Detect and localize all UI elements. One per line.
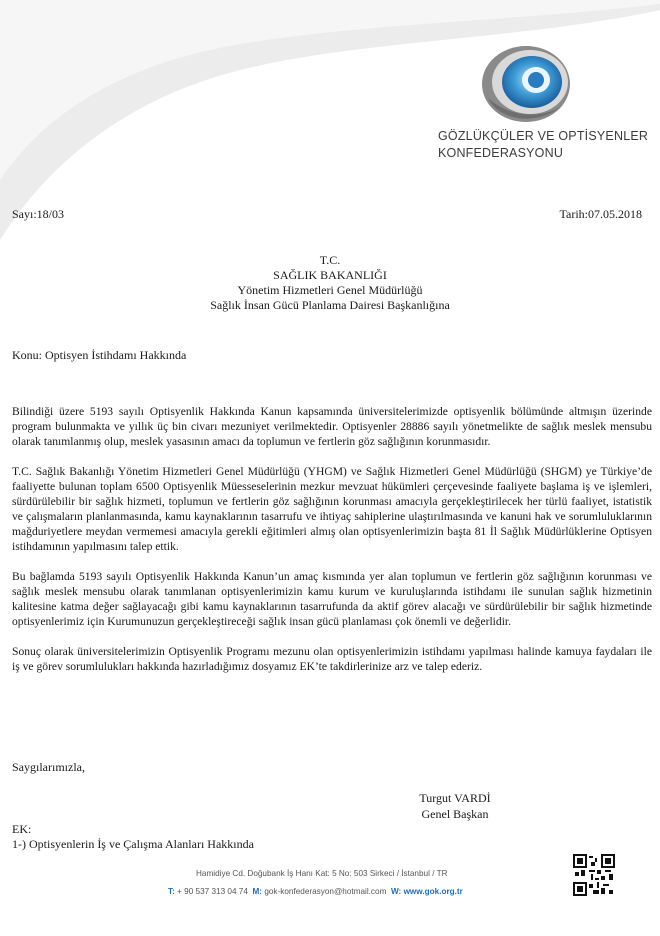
addressee-line2: SAĞLIK BAKANLIĞI — [273, 268, 387, 282]
qr-code-icon — [573, 854, 615, 896]
signatory-title: Genel Başkan — [421, 807, 489, 821]
org-name-line1: GÖZLÜKÇÜLER VE OPTİSYENLER — [438, 129, 649, 143]
email-address: gok-konfederasyon@hotmail.com — [264, 887, 387, 896]
addressee-line3: Yönetim Hizmetleri Genel Müdürlüğü — [237, 283, 423, 297]
footer-contact — [168, 887, 498, 896]
org-name-line2: KONFEDERASYONU — [438, 146, 564, 160]
mail-label: M: — [252, 887, 263, 896]
body-paragraph: Sonuç olarak üniversitelerimizin Optisyenlik Programı mezunu olan optisyenlerimizin istihdamı yapılması halinde kamuya faydaları ile iş ve görev sorumlulukları hakkında hazırladığımız dosyamız EK’te takdirlerinize arz ve talep ederiz. — [12, 645, 652, 673]
addressee-line4: Sağlık İnsan Gücü Planlama Dairesi Başkanlığına — [210, 298, 450, 312]
phone-number: + 90 537 313 04 74 — [177, 887, 248, 896]
website-link: www.gok.org.tr — [403, 887, 463, 896]
document-date: Tarih:07.05.2018 — [559, 207, 642, 221]
closing-salutation: Saygılarımızla, — [12, 760, 85, 774]
body-paragraph: Bilindiği üzere 5193 sayılı Optisyenlik Hakkında Kanun kapsamında üniversitelerimizde optisyenlik bölümünde altmışın üzerinde program bulunmakta ve yıllık üç bin civarı mezuniyet verilmektedir. Optisyenler 28886 sayılı yönetmelikte de sağlık meslek mensubu olarak tanımlanmış olup, meslek yasasının amacı da toplumun ve fertlerin göz sağlığının korunmasıdır. — [12, 405, 652, 448]
body-paragraph: Bu bağlamda 5193 sayılı Optisyenlik Hakkında Kanun’un amaç kısmında yer alan toplumun ve fertlerin göz sağlığının korunması ve sağlık meslek mensubu olarak tanımlanan optisyenlerimizin kamu kurum ve kuruluşlarında istihdamı ile sunulan sağlık hizmetinin kalitesine katma değer sağlayacağı gibi kamu kaynaklarının tasarrufunda da aktif görev alacağı ve sürdürülebilir bir sağlık hizmetinde optisyenlerimiz için Kurumunuzun gerçekleştireceği sağlık insan gücü planlaması çok önemli ve değerlidir. — [12, 570, 652, 628]
organization-name — [438, 128, 649, 162]
body-paragraph: T.C. Sağlık Bakanlığı Yönetim Hizmetleri Genel Müdürlüğü (YHGM) ve Sağlık Hizmetleri Genel Müdürlüğü (SHGM) ye Türkiye’de faaliyette bulunan toplam 6500 Optisyenlik Müesseselerinin mezkur mevzuat hükümleri çerçevesinde faaliyete başlama iş ve işlemleri, sürdürülebilir bir sağlık hizmeti, toplumun ve fertlerin göz sağlığının korunması amacıyla gerçekleştirilecek her türlü faaliyet, istatistik ve çalışmaların planlanmasında, kamu kaynaklarının tasarrufu ve ihtiyaç sahiplerine ulaştırılmasında ve kanuni hak ve sorumluluklarının mağduriyetlere meydan vermemesi amacıyla gerekli eğitimleri almış olan optisyenlerimizin başta 81 İl Sağlık Müdürlüklerine Optisyen istihdamının yapılmasını talep ettik. — [12, 465, 652, 553]
web-label: W: — [390, 887, 402, 896]
document-number: Sayı:18/03 — [12, 207, 65, 221]
addressee-line1: T.C. — [319, 253, 341, 267]
letter-body — [12, 404, 652, 689]
footer-address: Hamidiye Cd. Doğubank İş Hanı Kat: 5 No: 503 Sirkeci / İstanbul / TR — [196, 869, 448, 878]
addressee-block — [0, 253, 660, 313]
enclosure-block — [12, 822, 254, 852]
subject-line: Konu: Optisyen İstihdamı Hakkında — [12, 348, 187, 362]
phone-label: T: — [168, 887, 175, 896]
enclosure-label: EK: — [12, 822, 32, 836]
confederation-logo — [478, 38, 574, 128]
enclosure-item: 1-) Optisyenlerin İş ve Çalışma Alanları Hakkında — [12, 837, 254, 851]
signature-block — [400, 790, 510, 822]
signatory-name: Turgut VARDİ — [419, 791, 491, 805]
